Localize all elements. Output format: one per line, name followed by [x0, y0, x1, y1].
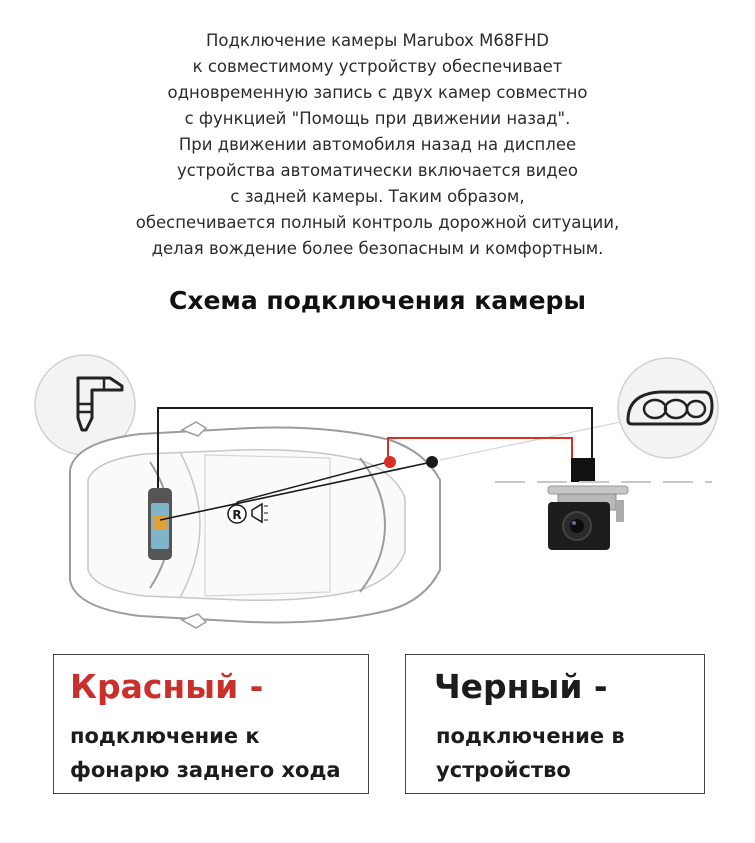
- legend-red-line: подключение к: [70, 724, 260, 748]
- intro-line: Подключение камеры Marubox M68FHD: [205, 31, 550, 50]
- legend-red-description: [70, 719, 341, 787]
- legend-black-description: [436, 719, 625, 787]
- rear-camera-icon: [495, 458, 712, 550]
- black-wire-junction: [426, 456, 438, 468]
- intro-line: устройства автоматически включается видео: [177, 161, 578, 180]
- intro-text: [0, 28, 755, 262]
- legend-black-line: устройство: [436, 758, 571, 782]
- legend-red-wire: [53, 654, 369, 794]
- intro-line: делая вождение более безопасным и комфортным.: [151, 239, 604, 258]
- intro-line: обеспечивается полный контроль дорожной ситуации,: [135, 213, 620, 232]
- legend-red-line: фонарю заднего хода: [70, 758, 341, 782]
- car-icon: [70, 422, 440, 628]
- red-wire-junction: [384, 456, 396, 468]
- intro-line: с задней камеры. Таким образом,: [230, 187, 525, 206]
- legend-black-wire: [405, 654, 705, 794]
- intro-line: При движении автомобиля назад на дисплее: [178, 135, 577, 154]
- connection-diagram: [0, 330, 755, 640]
- legend-black-line: подключение в: [436, 724, 625, 748]
- legend-black-title: Черный -: [434, 667, 608, 706]
- intro-line: к совместимому устройству обеспечивает: [192, 57, 563, 76]
- section-heading: Схема подключения камеры: [168, 286, 587, 315]
- intro-line: с функцией "Помощь при движении назад".: [184, 109, 571, 128]
- legend-red-title: Красный -: [70, 667, 264, 706]
- reverse-label: R: [232, 508, 242, 522]
- intro-line: одновременную запись с двух камер совместно: [167, 83, 588, 102]
